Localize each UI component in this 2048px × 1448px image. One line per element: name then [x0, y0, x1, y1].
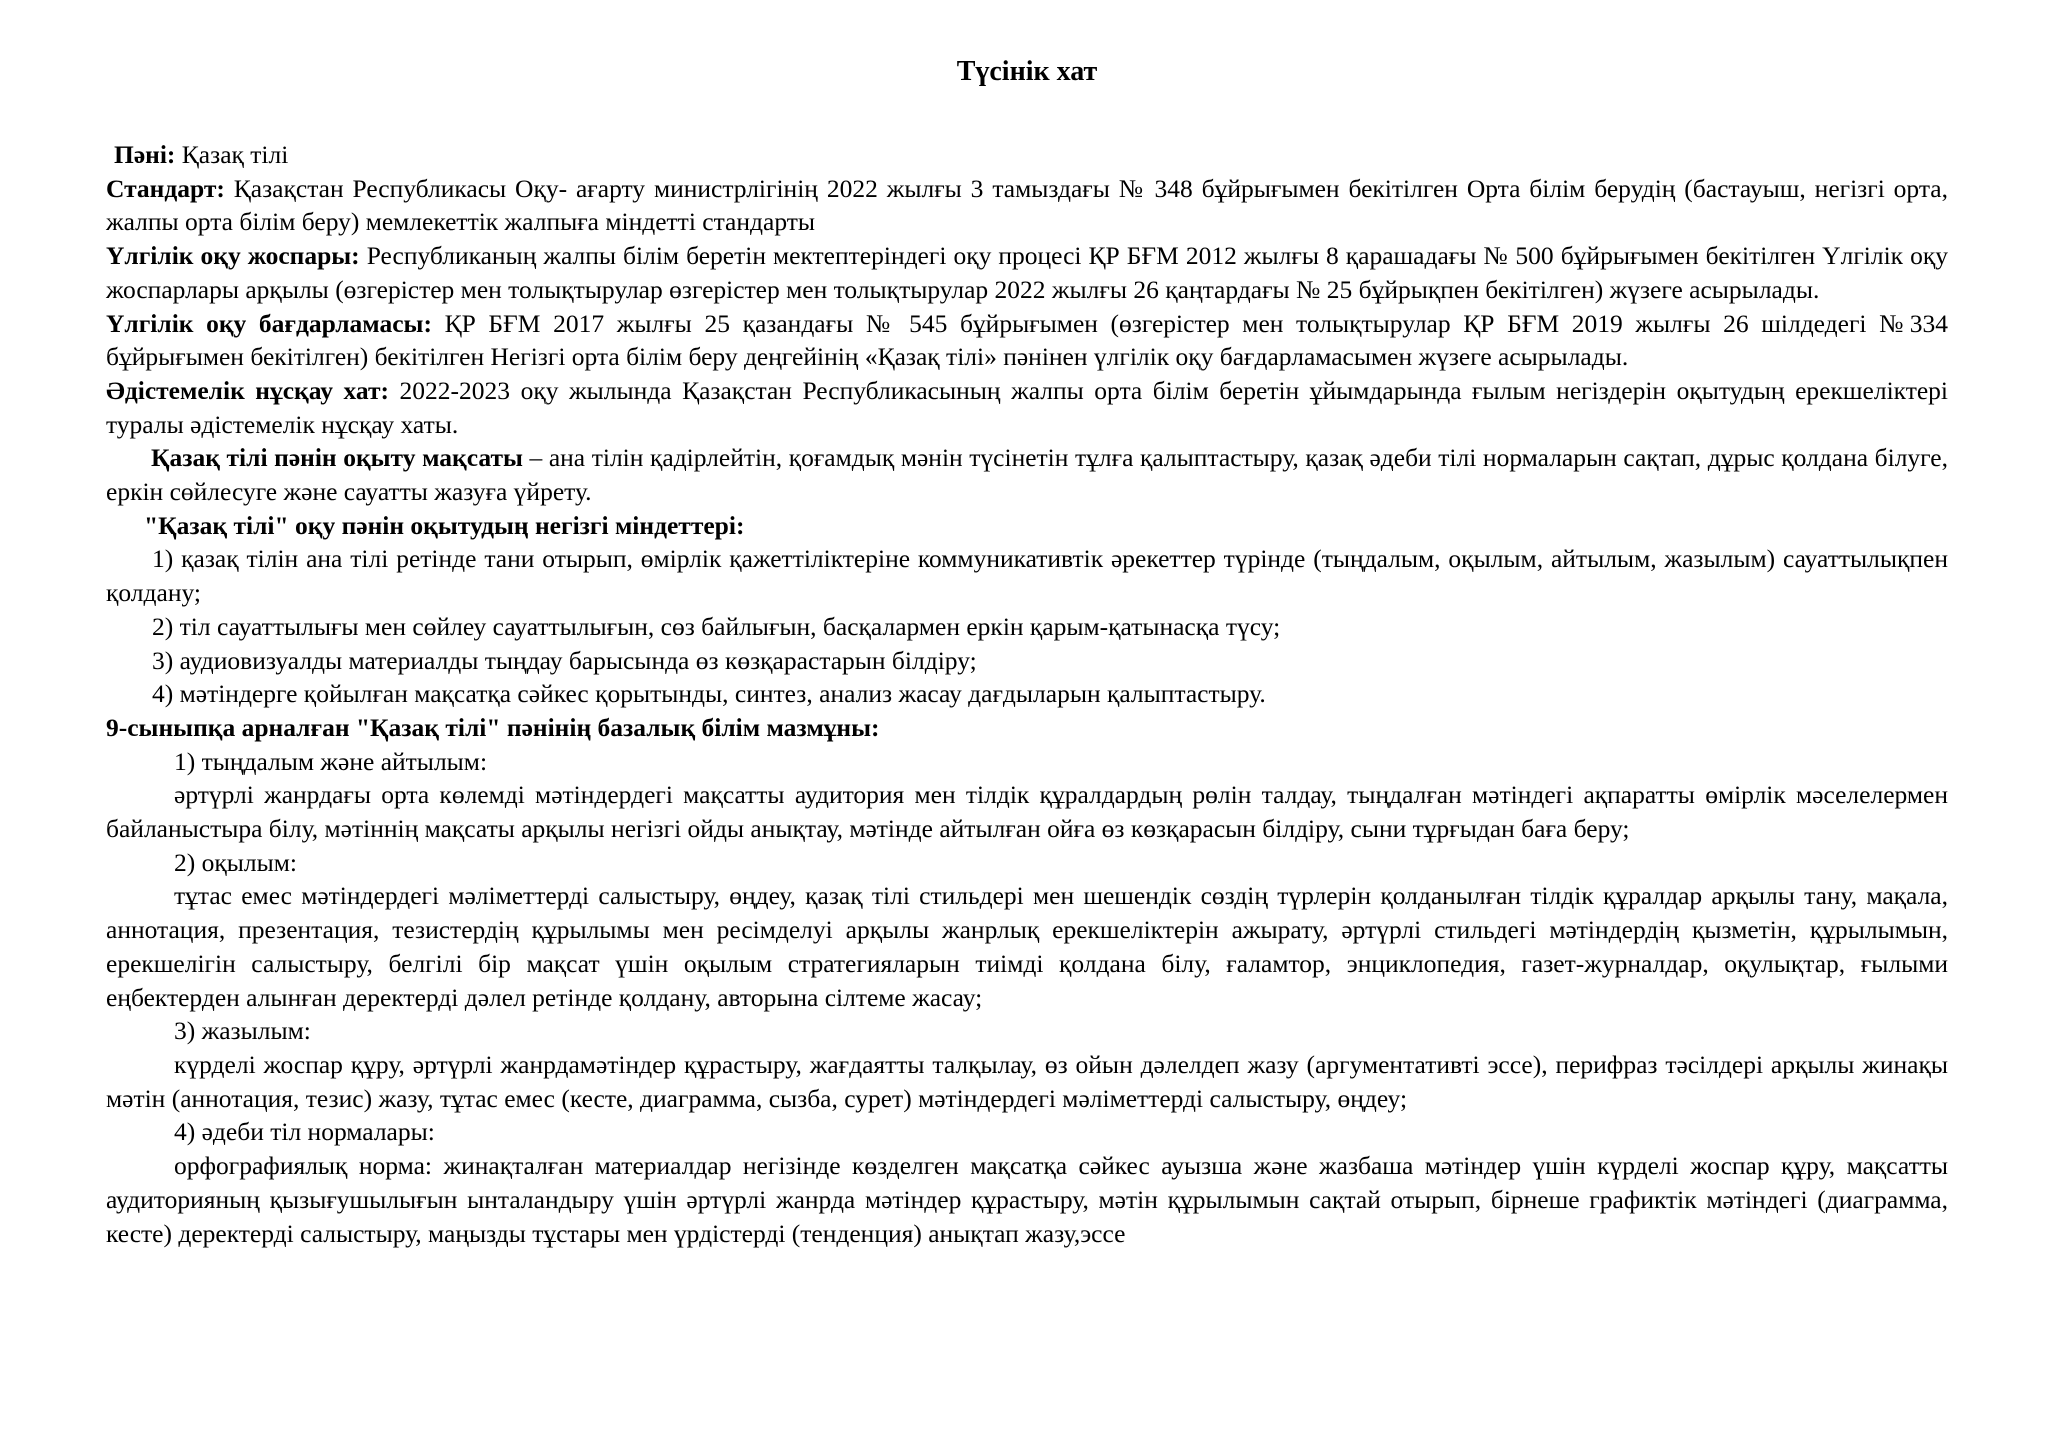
goal-paragraph: [106, 441, 1948, 508]
task-item-4: 4) мәтіндерге қойылған мақсатқа сәйкес қорытынды, синтез, анализ жасау дағдыларын қалыптастыру.: [152, 679, 1266, 709]
section-body-listening: әртүрлі жанрдағы орта көлемді мәтіндердегі мақсатты аудитория мен тілдік құралдардың рөлін талдау, тыңдалған мәтіндегі ақпаратты өмірлік мәселелермен байланыстыра білу, мәтіннің мақсаты арқылы негізгі ойды анықтау, мәтінде айтылған ойға өз көзқарасын білдіру, сыни тұрғыдан баға беру;: [106, 780, 1948, 844]
section-body-reading: тұтас емес мәтіндердегі мәліметтерді салыстыру, өңдеу, қазақ тілі стильдері мен шешендік сөздің түрлерін қолданылған тілдік құралдар арқылы тану, мақала, аннотация, презентация, тезистердің құрылымы мен ресімделуі арқылы жанрлық ерекшеліктерін ажырату, әртүрлі стильдегі мәтіндердің қызметін, құрылымын, ерекшелігін салыстыру, белгілі бір мақсат үшін оқылым стратегияларын тиімді қолдана білу, ғаламтор, энциклопедия, газет-журналдар, оқулықтар, ғылыми еңбектерден алынған деректерді дәлел ретінде қолдану, авторына сілтеме жасау;: [106, 881, 1948, 1012]
subject-line: [106, 138, 1948, 172]
standard-text: Қазақстан Республикасы Оқу- ағарту министрлігінің 2022 жылғы 3 тамыздағы № 348 бұйрығымен бекітілген Орта білім берудің (бастауыш, негізгі орта, жалпы орта білім беру) мемлекеттік жалпыға міндетті стандарты: [106, 173, 1948, 237]
section-title-listening: 1) тыңдалым және айтылым:: [174, 746, 488, 776]
curriculum-label: Үлгілік оқу жоспары:: [106, 241, 360, 271]
standard-label: Стандарт:: [106, 173, 225, 203]
curriculum-text: Республиканың жалпы білім беретін мектептеріндегі оқу процесі ҚР БҒМ 2012 жылғы 8 қарашадағы № 500 бұйрығымен бекітілген Үлгілік оқу жоспарлары арқылы (өзгерістер мен толықтырулар өзгерістер мен толықтырулар 2022 жылғы 26 қаңтардағы № 25 бұйрықпен бекітілген) жүзеге асырылады.: [106, 241, 1948, 304]
program-paragraph: [106, 307, 1948, 374]
document-page: [106, 48, 1948, 1250]
section-title-reading: 2) оқылым:: [174, 847, 297, 877]
subject-text: Қазақ тілі: [175, 140, 289, 169]
section-body-norms: орфографиялық норма: жинақталған материалдар негізінде көзделген мақсатқа сәйкес ауызша және жазбаша мәтіндер үшін күрделі жоспар құру, мақсатты аудиторияның қызығушылығын ынталандыру үшін әртүрлі жанрда мәтіндер құрастыру, мәтін құрылымын сақтай отырып, бірнеше графиктік мәтіндегі (диаграмма, кесте) деректерді салыстыру, маңызды тұстары мен үрдістерді (тенденция) анықтап жазу,эссе: [106, 1151, 1948, 1248]
program-text: ҚР БҒМ 2017 жылғы 25 қазандағы № 545 бұйрығымен (өзгерістер мен толықтырулар ҚР БҒМ 2019 жылғы 26 шілдедегі №334 бұйрығымен бекітілген) бекітілген Негізгі орта білім беру деңгейінің «Қазақ тілі» пәнінен үлгілік оқу бағдарламасымен жүзеге асырылады.: [106, 308, 1948, 372]
standard-paragraph: [106, 172, 1948, 239]
content-heading: 9-сыныпқа арналған "Қазақ тілі" пәнінің базалық білім мазмұны:: [106, 712, 880, 742]
section-body-writing: күрделі жоспар құру, әртүрлі жанрдамәтіндер құрастыру, жағдаятты талқылау, өз ойын дәлелдеп жазу (аргументативті эссе), перифраз тәсілдері арқылы жинақы мәтін (аннотация, тезис) жазу, тұтас емес (кесте, диаграмма, сызба, сурет) мәтіндердегі мәліметтерді салыстыру, өңдеу;: [106, 1049, 1948, 1113]
task-item-2: 2) тіл сауаттылығы мен сөйлеу сауаттылығын, сөз байлығын, басқалармен еркін қарым-қатынасқа түсу;: [152, 611, 1281, 641]
methodical-label: Әдістемелік нұсқау хат:: [106, 375, 390, 405]
section-title-writing: 3) жазылым:: [174, 1016, 311, 1046]
subject-label: Пәні:: [114, 140, 176, 169]
methodical-text: 2022-2023 оқу жылында Қазақстан Республикасының жалпы орта білім беретін ұйымдарында ғылым негіздерін оқытудың ерекшеліктері туралы әдістемелік нұсқау хаты.: [106, 375, 1948, 439]
page-title: Түсінік хат: [956, 56, 1098, 87]
methodical-paragraph: [106, 374, 1948, 441]
task-item-1: 1) қазақ тілін ана тілі ретінде тани отырып, өмірлік қажеттіліктеріне коммуникативтік әрекеттер түрінде (тыңдалым, оқылым, айтылым, жазылым) сауаттылықпен қолдану;: [106, 544, 1948, 608]
tasks-heading: "Қазақ тілі" оқу пәнін оқытудың негізгі міндеттері:: [144, 510, 745, 540]
program-label: Үлгілік оқу бағдарламасы:: [106, 308, 432, 338]
task-item-3: 3) аудиовизуалды материалды тыңдау барысында өз көзқарастарын білдіру;: [152, 645, 977, 675]
curriculum-paragraph: [106, 239, 1948, 306]
section-title-norms: 4) әдеби тіл нормалары:: [174, 1117, 435, 1147]
goal-label: Қазақ тілі пәнін оқыту мақсаты: [151, 443, 523, 473]
goal-text: – ана тілін қадірлейтін, қоғамдық мәнін түсінетін тұлға қалыптастыру, қазақ әдеби тілі нормаларын сақтап, дұрыс қолдана білуге, еркін сөйлесуге және сауатты жазуға үйрету.: [106, 443, 1948, 507]
